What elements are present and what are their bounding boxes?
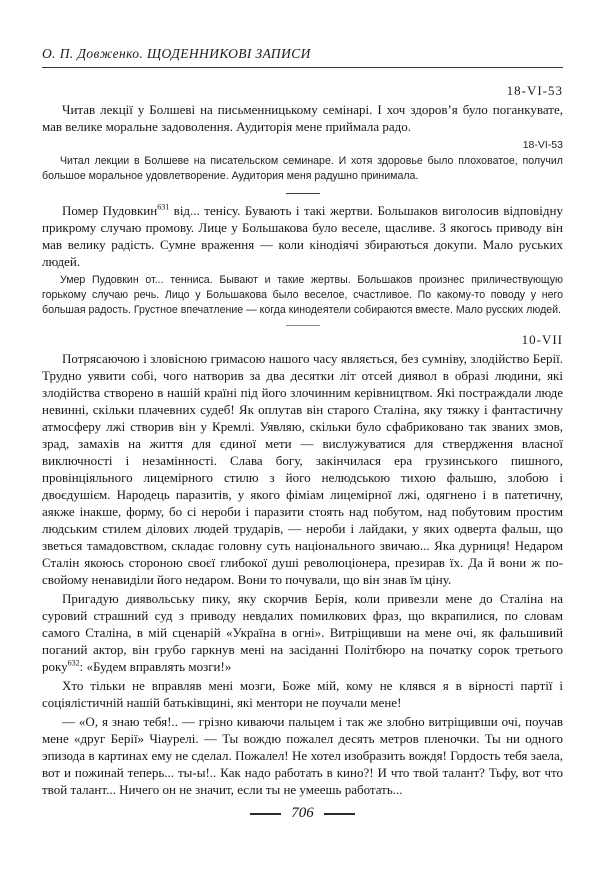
page-footer [42,805,563,822]
diary-paragraph-ua: Хто тільки не вправляв мені мозги, Боже мій, кому не клявся я в вірності партії і соціялістичній нашій батьківщині, які ментори не поучали мене! [42,678,563,711]
diary-paragraph-ua [42,590,563,675]
diary-paragraph-ua [42,202,563,270]
paragraph-text: Пригадую диявольську пику, яку скорчив Берія, коли привезли мене до Сталіна на суровий страшний суд з приводу невдалих помилкових фраз, що вкрапилися, по словам самого Сталіна, в мій сценарій «Україна в огні». Витріщивши на мене очі, як фальшивий поганий актор, він грубо гаркнув мені на засіданні Політбюро на початку сорок третього року [42,591,563,675]
running-header [42,46,563,68]
entry-date-ru: 18-VI-53 [522,139,563,151]
entry-date: 10-VII [521,332,563,348]
paragraph-text: : «Будем вправлять мозги!» [79,659,232,675]
diary-paragraph-ru: Читал лекции в Болшеве на писательском семинаре. И хотя здоровье было плоховатое, получил большое моральное удовлетворение. Аудитория меня радушно принимала. [42,155,563,182]
footnote-ref: 632 [67,659,80,669]
paragraph-text: від... тенісу. Бувають і такі жертви. Большаков виголосив відповідну прикрому случаю промову. Лице у Большакова було веселе, щасливе. З якогось приводу він мав велику радість. Сумне враження — коли кінодіячі збираються докупи. Мало руських людей. [42,203,563,270]
entry-date-ua: 18-VI-53 [506,83,563,98]
diary-paragraph-ua: — «О, я знаю тебя!.. — грізно киваючи пальцем і так же злобно витріщивши очі, поучав мене «друг Берії» Чіаурелі. — Ты вождю пожалел десять метров пленочки. Ты ни одного эпизода в картинах ему не сделал. Пожалел! Не хотел изобразить вождя! Гордость тебя заела, вот и пожинай теперь... ты-ы!.. Как надо работать в кино?! И что твой талант? Тьфу, вот что твой талант... Ничего он не значит, если ты не умеешь работать... [42,714,563,798]
diary-paragraph-ua: Читав лекції у Болшеві на письменницькому семінарі. І хоч здоров’я було поганкувате, мав велике моральне задоволення. Аудиторія мене приймала радо. [42,102,563,134]
running-header-title: О. П. Довженко. ЩОДЕННИКОВІ ЗАПИСИ [42,46,311,61]
section-divider [286,325,320,326]
page-number-rule-left [250,813,281,814]
header-rule [42,67,563,68]
diary-paragraph-ua: Потрясаючою і зловісною гримасою нашого часу являється, без сумніву, злодійство Берії. Трудно уявити собі, чого натворив за два десятки літ отсей диявол в образі людини, які злодійства створено в нашій країні під його злочинним керівництвом. Які постраждали люде невинні, скільки плачевних судеб! Як оплутав він старого Сталіна, яку тяжку і фантастичну атмосферу лжі створив він у Кремлі. Уявляю, скільки було сфабриковано так званих змов, зрад, замахів на життя для єдиної мети — вислужуватися для ствердження власної виключності і незамінності. Слава богу, закінчилася ера грузинського пишного, провінціяльного лицемірного стилю з його нелюдською тихою фальшю, злобою і двоєдушієм. Народець паразитів, у якого фіміам лицемірної лжі, одягнено і в патетичну, аякже інакше, форму, бо сі нероби і паразити стоять над побутом, над побутовим простим людським стилем ділових людей трударів, — нероби і лайдаки, у яких одверта фальш, що зветься тамадовством, складає головну суть національного звичаю... Яка дурниця! Недаром Сталін якоюсь стороною своєї глибокої душі революціонера, презирав їх. Да й вони ж по-свойому ненавиділи його недаром. Вони то почували, що він знав їм ціну. [42,351,563,588]
diary-paragraph-ru: Умер Пудовкин от... тенниса. Бывают и такие жертвы. Большаков произнес приличествующую горькому случаю речь. Лицо у Большакова было веселое, счастливое. По какому-то поводу у него большая радость. Грустное впечатление — когда кинодеятели собираются вместе. Мало русских людей. [42,274,563,317]
page-number-rule-right [324,813,355,814]
footnote-ref: 631 [157,203,170,213]
page-number: 706 [291,805,314,822]
paragraph-text: Помер Пудовкин [62,203,158,219]
section-divider [286,193,320,194]
